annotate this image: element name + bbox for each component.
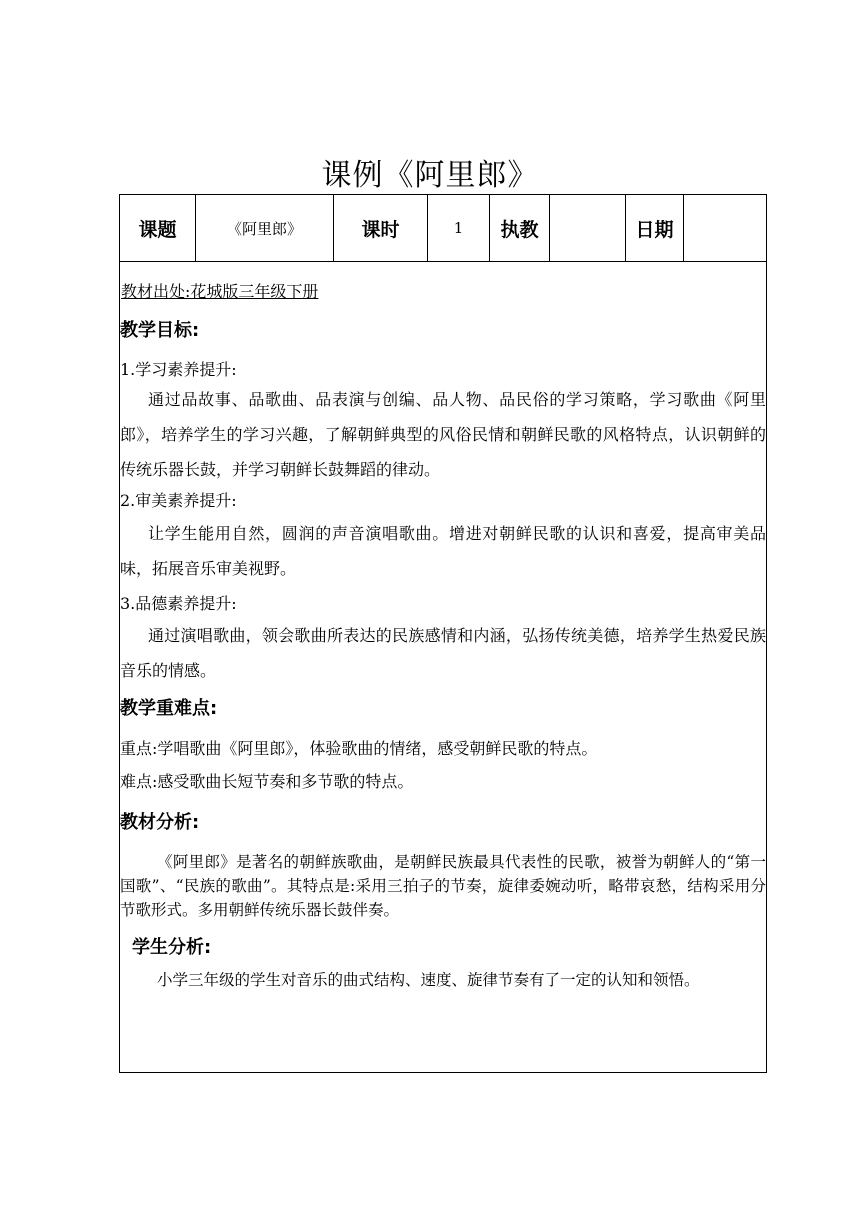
topic-value: 《阿里郎》: [196, 195, 334, 261]
goal2-title: 2.审美素养提升:: [120, 491, 237, 510]
header-row: [120, 195, 766, 262]
date-label: 日期: [626, 195, 684, 261]
student-heading: 学生分析:: [132, 937, 212, 958]
document-title: 课例《阿里郎》: [321, 158, 539, 193]
topic-label: 课题: [120, 195, 196, 261]
goal3-text: 通过演唱歌曲，领会歌曲所表达的民族感情和内涵，弘扬传统美德，培养学生热爱民族音乐的情感。: [120, 626, 766, 680]
hours-value: 1: [428, 195, 490, 261]
teacher-label: 执教: [490, 195, 550, 261]
goal3-title: 3.品德素养提升:: [120, 594, 237, 613]
material-source: 教材出处:花城版三年级下册: [121, 282, 319, 301]
student-text: 小学三年级的学生对音乐的曲式结构、速度、旋律节奏有了一定的认知和领悟。: [157, 971, 700, 989]
goal2-text: 让学生能用自然，圆润的声音演唱歌曲。增进对朝鲜民歌的认识和喜爱，提高审美品味，拓展音乐审美视野。: [120, 524, 766, 578]
material-heading: 教材分析:: [120, 812, 200, 833]
lesson-plan-table: [119, 194, 767, 1073]
keypoints-heading: 教学重难点:: [120, 698, 218, 719]
hours-label: 课时: [334, 195, 428, 261]
difficulty-text: 难点:感受歌曲长短节奏和多节歌的特点。: [120, 772, 414, 791]
teacher-value: [550, 195, 626, 261]
goals-heading: 教学目标:: [120, 320, 200, 341]
keypoint-text: 重点:学唱歌曲《阿里郎》，体验歌曲的情绪，感受朝鲜民歌的特点。: [120, 739, 598, 758]
material-text: 《阿里郎》是著名的朝鲜族歌曲，是朝鲜民族最具代表性的民歌，被誉为朝鲜人的“第一国歌”、“民族的歌曲”。其特点是:采用三拍子的节奏，旋律委婉动听，略带哀愁，结构采用分节歌形式。多用朝鲜传统乐器长鼓伴奏。: [120, 853, 766, 919]
date-value: [684, 195, 766, 261]
goal1-title: 1.学习素养提升:: [120, 360, 237, 379]
goal1-text: 通过品故事、品歌曲、品表演与创编、品人物、品民俗的学习策略，学习歌曲《阿里郎》，培养学生的学习兴趣，了解朝鲜典型的风俗民情和朝鲜民歌的风格特点，认识朝鲜的传统乐器长鼓，并学习朝鲜长鼓舞蹈的律动。: [120, 390, 766, 479]
